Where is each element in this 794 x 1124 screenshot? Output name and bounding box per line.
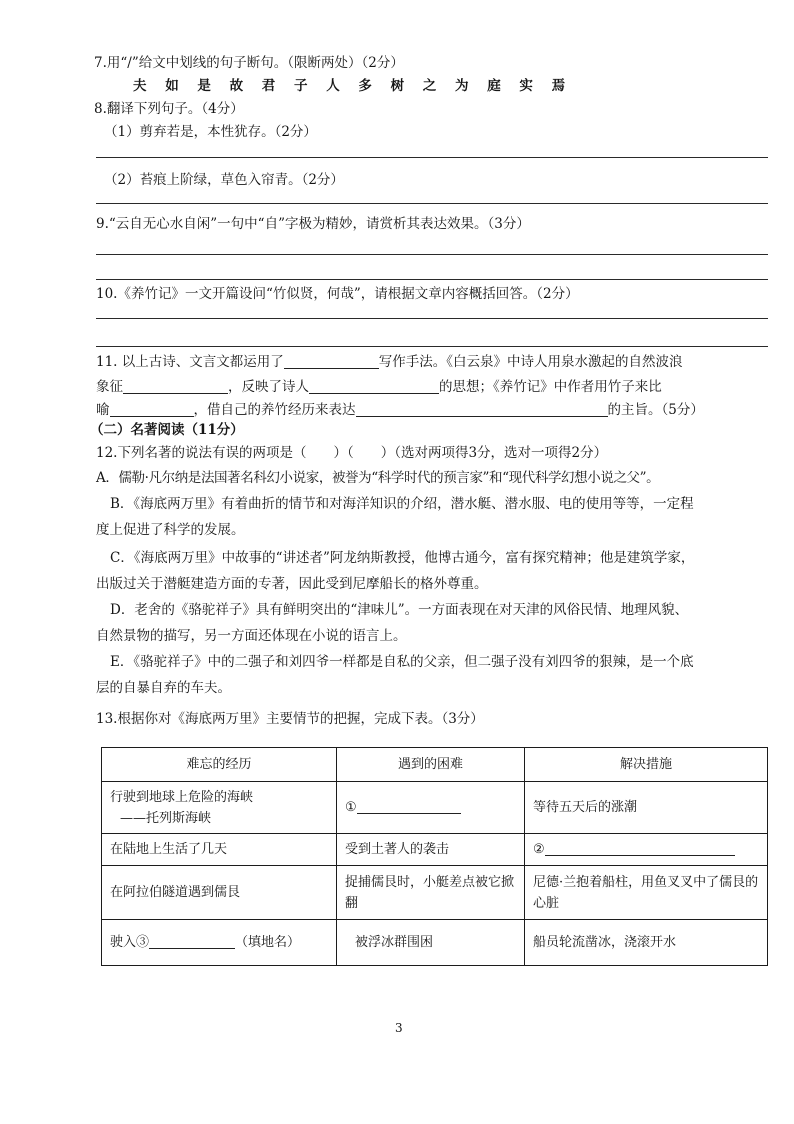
q12-option-e-line1: E．《骆驼祥子》中的二强子和刘四爷一样都是自私的父亲，但二强子没有刘四爷的狠辣，是一个底 bbox=[110, 654, 694, 670]
fill-blank[interactable] bbox=[309, 379, 439, 394]
table-cell bbox=[102, 782, 337, 834]
table-cell: 在阿拉伯隧道遇到儒艮 bbox=[102, 866, 337, 920]
plot-table bbox=[101, 747, 768, 966]
cell-text: 行驶到地球上危险的海峡 bbox=[110, 789, 254, 805]
q11-line-3 bbox=[96, 401, 704, 419]
column-header: 难忘的经历 bbox=[102, 748, 337, 782]
column-header: 解决措施 bbox=[525, 748, 768, 782]
q11-text: ，反映了诗人 bbox=[228, 379, 309, 395]
q8-item-2: （2）苔痕上阶绿，草色入帘青。（2分） bbox=[104, 172, 344, 188]
table-cell: 船员轮流凿冰，浇滚开水 bbox=[525, 920, 768, 966]
q7-prompt: 7.用“/”给文中划线的句子断句。（限断两处）（2分） bbox=[94, 55, 404, 71]
fill-blank[interactable] bbox=[545, 841, 735, 856]
table-row bbox=[102, 866, 768, 920]
table-cell bbox=[337, 782, 525, 834]
column-header: 遇到的困难 bbox=[337, 748, 525, 782]
cell-text: 驶入③ bbox=[110, 935, 150, 950]
q11-text: 的思想；《养竹记》中作者用竹子来比 bbox=[439, 379, 662, 395]
q11-text: 写作手法。《白云泉》中诗人用泉水激起的自然波浪 bbox=[378, 354, 683, 370]
table-row bbox=[102, 782, 768, 834]
q13-prompt: 13.根据你对《海底两万里》主要情节的把握，完成下表。（3分） bbox=[96, 711, 484, 727]
q11-text: 象征 bbox=[96, 379, 123, 395]
q11-line-1 bbox=[96, 353, 683, 371]
fill-blank[interactable] bbox=[123, 379, 228, 394]
q12-option-d-line1: D．老舍的《骆驼祥子》具有鲜明突出的“津味儿”。一方面表现在对天津的风俗民情、地理风貌、 bbox=[110, 602, 689, 618]
table-row bbox=[102, 920, 768, 966]
cell-text: （填地名） bbox=[235, 935, 301, 950]
answer-line[interactable] bbox=[96, 157, 768, 158]
q12-option-c-line1: C．《海底两万里》中故事的“讲述者”阿龙纳斯教授，他博古通今，富有探究精神；他是建筑学家， bbox=[110, 550, 695, 566]
cell-text: 被浮冰群围困 bbox=[355, 935, 434, 950]
cell-text: ——托列斯海峡 bbox=[120, 810, 212, 826]
page-number: 3 bbox=[395, 1021, 403, 1035]
table-cell: 受到土著人的袭击 bbox=[337, 834, 525, 866]
answer-line[interactable] bbox=[96, 203, 768, 204]
q7-sentence: 夫 如 是 故 君 子 人 多 树 之 为 庭 实 焉 bbox=[133, 78, 573, 94]
table-cell: 捉捕儒艮时，小艇差点被它掀翻 bbox=[337, 866, 525, 920]
table-row bbox=[102, 834, 768, 866]
fill-blank[interactable] bbox=[356, 402, 608, 417]
table-cell: 尼德·兰抱着船柱，用鱼叉叉中了儒艮的心脏 bbox=[525, 866, 768, 920]
answer-line[interactable] bbox=[96, 279, 768, 280]
q8-item-1: （1）剪弃若是，本性犹存。（2分） bbox=[104, 124, 317, 140]
q11-text: ，借自己的养竹经历来表达 bbox=[193, 402, 356, 418]
fill-blank[interactable] bbox=[149, 934, 235, 949]
answer-line[interactable] bbox=[96, 346, 768, 347]
q11-text: 喻 bbox=[96, 402, 110, 418]
answer-line[interactable] bbox=[96, 318, 768, 319]
table-header-row bbox=[102, 748, 768, 782]
q11-text: 11. 以上古诗、文言文都运用了 bbox=[96, 354, 284, 370]
q10-prompt: 10.《养竹记》一文开篇设问“竹似贤，何哉”，请根据文章内容概括回答。（2分） bbox=[96, 286, 579, 302]
q9-prompt: 9.“云自无心水自闲”一句中“自”字极为精妙，请赏析其表达效果。（3分） bbox=[96, 216, 530, 232]
table-cell: 在陆地上生活了几天 bbox=[102, 834, 337, 866]
q8-prompt: 8.翻译下列句子。（4分） bbox=[94, 101, 244, 117]
table-cell bbox=[525, 834, 768, 866]
fill-blank[interactable] bbox=[110, 402, 194, 417]
fill-blank[interactable] bbox=[357, 799, 461, 814]
q12-option-a: A．儒勒·凡尔纳是法国著名科幻小说家，被誉为“科学时代的预言家”和“现代科学幻想小说之父”。 bbox=[96, 470, 660, 486]
q12-option-c-line2: 出版过关于潜艇建造方面的专著，因此受到尼摩船长的格外尊重。 bbox=[96, 576, 488, 592]
q12-prompt: 12.下列名著的说法有误的两项是（ ）（ ）（选对两项得3分，选对一项得2分） bbox=[96, 445, 608, 461]
table-cell bbox=[337, 920, 525, 966]
cell-text: ① bbox=[345, 800, 357, 815]
q12-option-e-line2: 层的自暴自弃的车夫。 bbox=[96, 680, 231, 696]
fill-blank[interactable] bbox=[284, 354, 379, 369]
q12-option-b-line2: 度上促进了科学的发展。 bbox=[96, 522, 245, 538]
section-title: （二）名著阅读（11分） bbox=[90, 422, 244, 438]
table-cell: 等待五天后的涨潮 bbox=[525, 782, 768, 834]
q12-option-b-line1: B．《海底两万里》有着曲折的情节和对海洋知识的介绍，潜水艇、潜水服、电的使用等等，一定程 bbox=[110, 496, 694, 512]
table-cell bbox=[102, 920, 337, 966]
q11-text: 的主旨。（5分） bbox=[607, 402, 704, 418]
answer-line[interactable] bbox=[96, 254, 768, 255]
q12-option-d-line2: 自然景物的描写，另一方面还体现在小说的语言上。 bbox=[96, 628, 407, 644]
q11-line-2 bbox=[96, 378, 662, 396]
cell-text: ② bbox=[533, 842, 545, 857]
